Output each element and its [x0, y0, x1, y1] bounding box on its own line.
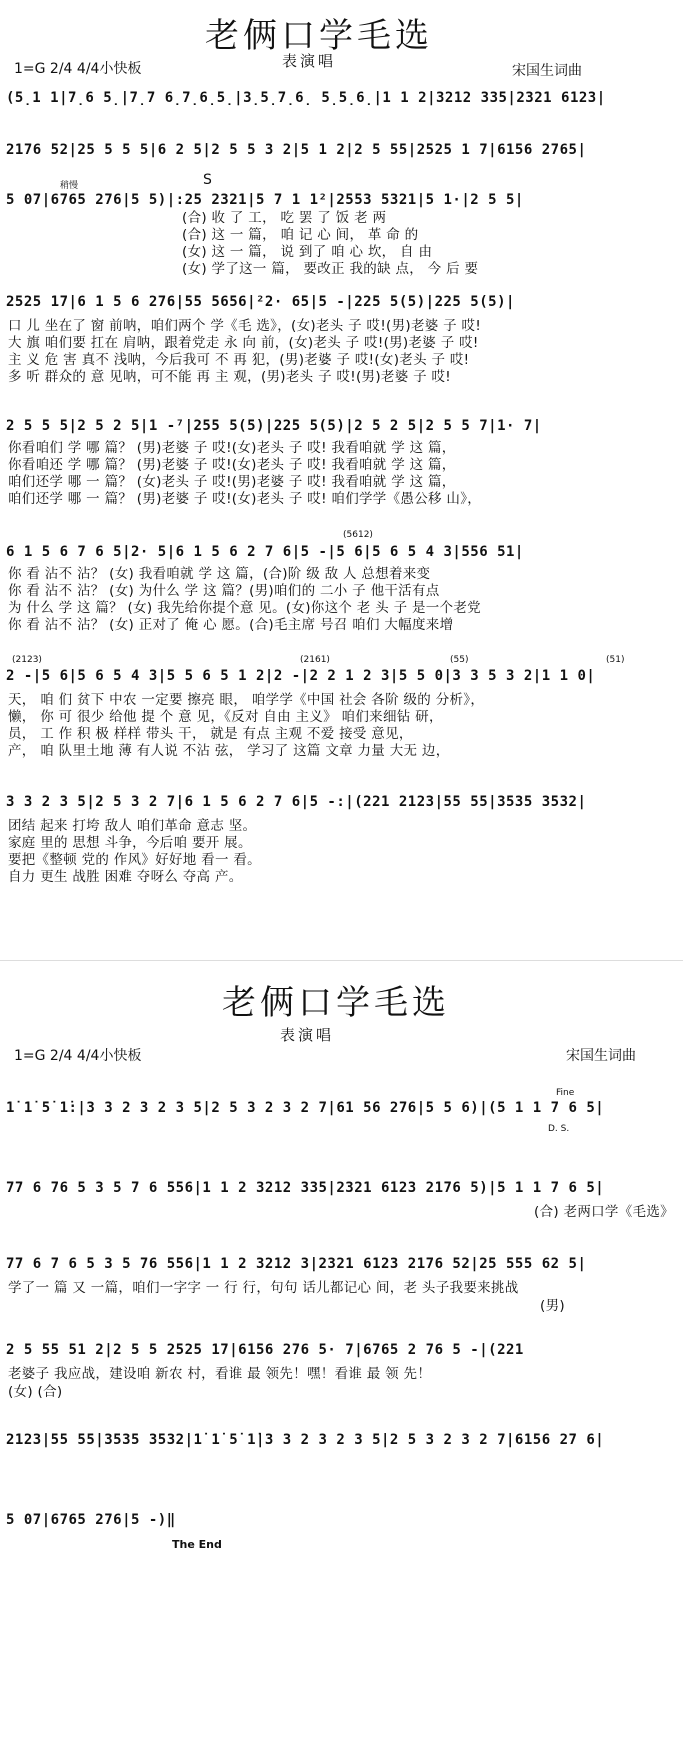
section-divider: [0, 960, 683, 961]
song2-title: 老俩口学毛选: [222, 983, 450, 1023]
song1-title: 老俩口学毛选: [205, 16, 433, 56]
song2-ds-mark: D. S.: [548, 1124, 570, 1134]
song2-lyrics-line-2: 学了一 篇 又 一篇，咱们一字字 一 行 行，句句 话儿都记心 间，老 头子我要来挑战: [8, 1280, 519, 1296]
lyric-line: (女) 这 一 篇， 说 到了 咱 心 坎， 自 由: [182, 244, 433, 260]
song2-fine-mark: Fine: [556, 1088, 575, 1098]
song1-subtitle: 表演唱: [282, 52, 337, 70]
song1-notes-row-3: 5 07|6765 276|5 5)|:25 2321|5 7 1 1²|2553 5321|5 1·|2 5 5|: [6, 192, 524, 208]
song1-mark-2123: (2123): [12, 655, 42, 665]
song1-mark-51: (51): [606, 655, 625, 665]
song1-mark-5612: (5612): [343, 530, 373, 540]
lyric-line: 你 看 沾不 沾？ (女) 为什么 学 这 篇？(男)咱们的 二小 子 他干活有点: [8, 583, 440, 599]
song2-end-mark: The End: [172, 1538, 222, 1551]
song1-lyrics-block-6: [8, 818, 261, 886]
song1-notes-row-5: 2 5 5 5|2 5 2 5|1 -⁷|255 5(5)|225 5(5)|2 5 2 5|2 5 5 7|1· 7|: [6, 418, 542, 434]
song1-segno: S: [203, 172, 212, 188]
lyric-line: 自力 更生 战胜 困难 夺呀么 夺高 产。: [8, 869, 243, 885]
song1-lyrics-block-3: [8, 440, 481, 508]
lyric-line: (合) 这 一 篇， 咱 记 心 间， 革 命 的: [182, 227, 419, 243]
song2-lyrics-line-1: (合) 老两口学《毛选》: [534, 1204, 674, 1220]
song1-credit: 宋国生词曲: [512, 63, 582, 79]
song1-lyrics-block-5: [8, 692, 484, 760]
song1-notes-row-2: 2176 52|25 5 5 5|6 2 5|2 5 5 3 2|5 1 2|2 5 55|2525 1 7|6156 2765|: [6, 142, 587, 158]
song2-lyrics-line-3: (男): [540, 1298, 565, 1314]
lyric-line: (合) 收 了 工， 吃 罢 了 饭 老 两: [182, 210, 387, 226]
song1-mark-55: (55): [450, 655, 469, 665]
lyric-line: 要把《整顿 党的 作风》好好地 看一 看。: [8, 852, 261, 868]
song1-notes-row-4: 2525 17|6 1 5 6 276|55 5656|²2· 65|5 -|225 5(5)|225 5(5)|: [6, 294, 515, 310]
song1-notes-row-8: 3 3 2 3 5|2 5 3 2 7|6 1 5 6 2 7 6|5 -:|(221 2123|55 55|3535 3532|: [6, 794, 587, 810]
song2-notes-row-1: 1̇ 1̇ 5̇ 1̇:|3 3 2 3 2 3 5|2 5 3 2 3 2 7|61 56 276|5 5 6)|(5 1 1 7 6 5|: [6, 1100, 605, 1116]
lyric-line: 多 听 群众的 意 见呐，可不能 再 主 观，(男)老头 子 哎!(男)老婆 子 哎!: [8, 369, 451, 385]
song2-subtitle: 表演唱: [280, 1026, 335, 1044]
song2-notes-row-2: 77 6 76 5 3 5 7 6 556|1 1 2 3212 335|2321 6123 2176 5)|5 1 1 7 6 5|: [6, 1180, 605, 1196]
lyric-line: 懒， 你 可 很少 给他 提 个 意 见，《反对 自由 主义》 咱们来细钻 研，: [8, 709, 443, 725]
song2-notes-row-5: 2123|55 55|3535 3532|1̇ 1̇ 5̇ 1̇|3 3 2 3 2 3 5|2 5 3 2 3 2 7|6156 27 6|: [6, 1432, 605, 1448]
lyric-line: 团结 起来 打垮 敌人 咱们革命 意志 坚。: [8, 818, 257, 834]
lyric-line: 大 旗 咱们要 扛在 肩呐，跟着党走 永 向 前，(女)老头 子 哎!(男)老婆 子 哎!: [8, 335, 479, 351]
song1-key: 1=G 2/4 4/4小快板: [14, 61, 142, 77]
song2-notes-row-6: 5 07|6765 276|5 -)‖: [6, 1512, 176, 1528]
song1-notes-row-1: (5̣1 1|7̣6 5̣|7̣7 6̣7̣6̣5̣|3̣5̣7̣6̣ 5̣5̣6̣|1 1 2|3212 335|2321 6123|: [6, 90, 606, 106]
song2-notes-row-3: 77 6 7 6 5 3 5 76 556|1 1 2 3212 3|2321 6123 2176 52|25 555 62 5|: [6, 1256, 587, 1272]
song2-notes-row-4: 2 5 55 51 2|2 5 5 2525 17|6156 276 5· 7|6765 2 76 5 -|(221: [6, 1342, 524, 1358]
song1-notes-row-7: 2 -|5 6|5 6 5 4 3|5 5 6 5 1 2|2 -|2 2 1 2 3|5 5 0|3 3 5 3 2|1 1 0|: [6, 668, 596, 684]
song2-key: 1=G 2/4 4/4小快板: [14, 1048, 142, 1064]
lyric-line: 你 看 沾不 沾？ (女) 我看咱就 学 这 篇，(合)阶 级 敌 人 总想着来变: [8, 566, 431, 582]
song1-mark-2161: (2161): [300, 655, 330, 665]
lyric-line: 你看咱们 学 哪 篇？ (男)老婆 子 哎!(女)老头 子 哎! 我看咱就 学 这 篇，: [8, 440, 456, 456]
lyric-line: 产， 咱 队里土地 薄 有人说 不沾 弦， 学习了 这篇 文章 力量 大无 边，: [8, 743, 450, 759]
song1-tempo-mark: 稍慢: [60, 181, 79, 191]
lyric-line: (女) 学了这一 篇， 要改正 我的缺 点， 今 后 要: [182, 261, 479, 277]
song2-credit: 宋国生词曲: [566, 1048, 636, 1064]
song1-lyrics-block-2: [8, 318, 481, 386]
lyric-line: 咱们还学 哪 一 篇？ (女)老头 子 哎!(男)老婆 子 哎! 我看咱就 学 这 篇，: [8, 474, 456, 490]
lyric-line: 天， 咱 们 贫下 中农 一定要 擦亮 眼， 咱学学《中国 社会 各阶 级的 分析》，: [8, 692, 485, 708]
lyric-line: 你 看 沾不 沾？ (女) 正对了 俺 心 愿。(合)毛主席 号召 咱们 大幅度来增: [8, 617, 454, 633]
lyric-line: 口 儿 坐在了 窗 前呐，咱们两个 学《毛 选》，(女)老头 子 哎!(男)老婆 子 哎!: [8, 318, 482, 334]
song2-lyrics-line-4: 老婆子 我应战，建设咱 新农 村，看谁 最 领先！嘿！看谁 最 领 先！: [8, 1366, 432, 1382]
lyric-line: 家庭 里的 思想 斗争，今后咱 要开 展。: [8, 835, 252, 851]
lyric-line: 员， 工 作 积 极 样样 带头 干， 就是 有点 主观 不爱 接受 意见，: [8, 726, 413, 742]
lyric-line: 主 义 危 害 真不 浅呐，今后我可 不 再 犯，(男)老婆 子 哎!(女)老头 子 哎!: [8, 352, 470, 368]
lyric-line: 你看咱还 学 哪 篇？ (男)老婆 子 哎!(女)老头 子 哎! 我看咱就 学 这 篇，: [8, 457, 456, 473]
lyric-line: 咱们还学 哪 一 篇？ (男)老婆 子 哎!(女)老头 子 哎! 咱们学学《愚公移 山》，: [8, 491, 482, 507]
song2-lyrics-line-5: (女) (合): [8, 1384, 63, 1400]
song1-lyrics-block-1: [182, 210, 478, 278]
song1-notes-row-6: 6 1 5 6 7 6 5|2· 5|6 1 5 6 2 7 6|5 -|5 6|5 6 5 4 3|556 51|: [6, 544, 524, 560]
song1-lyrics-block-4: [8, 566, 481, 634]
lyric-line: 为 什么 学 这 篇？ (女) 我先给你提个意 见。(女)你这个 老 头 子 是一个老党: [8, 600, 481, 616]
